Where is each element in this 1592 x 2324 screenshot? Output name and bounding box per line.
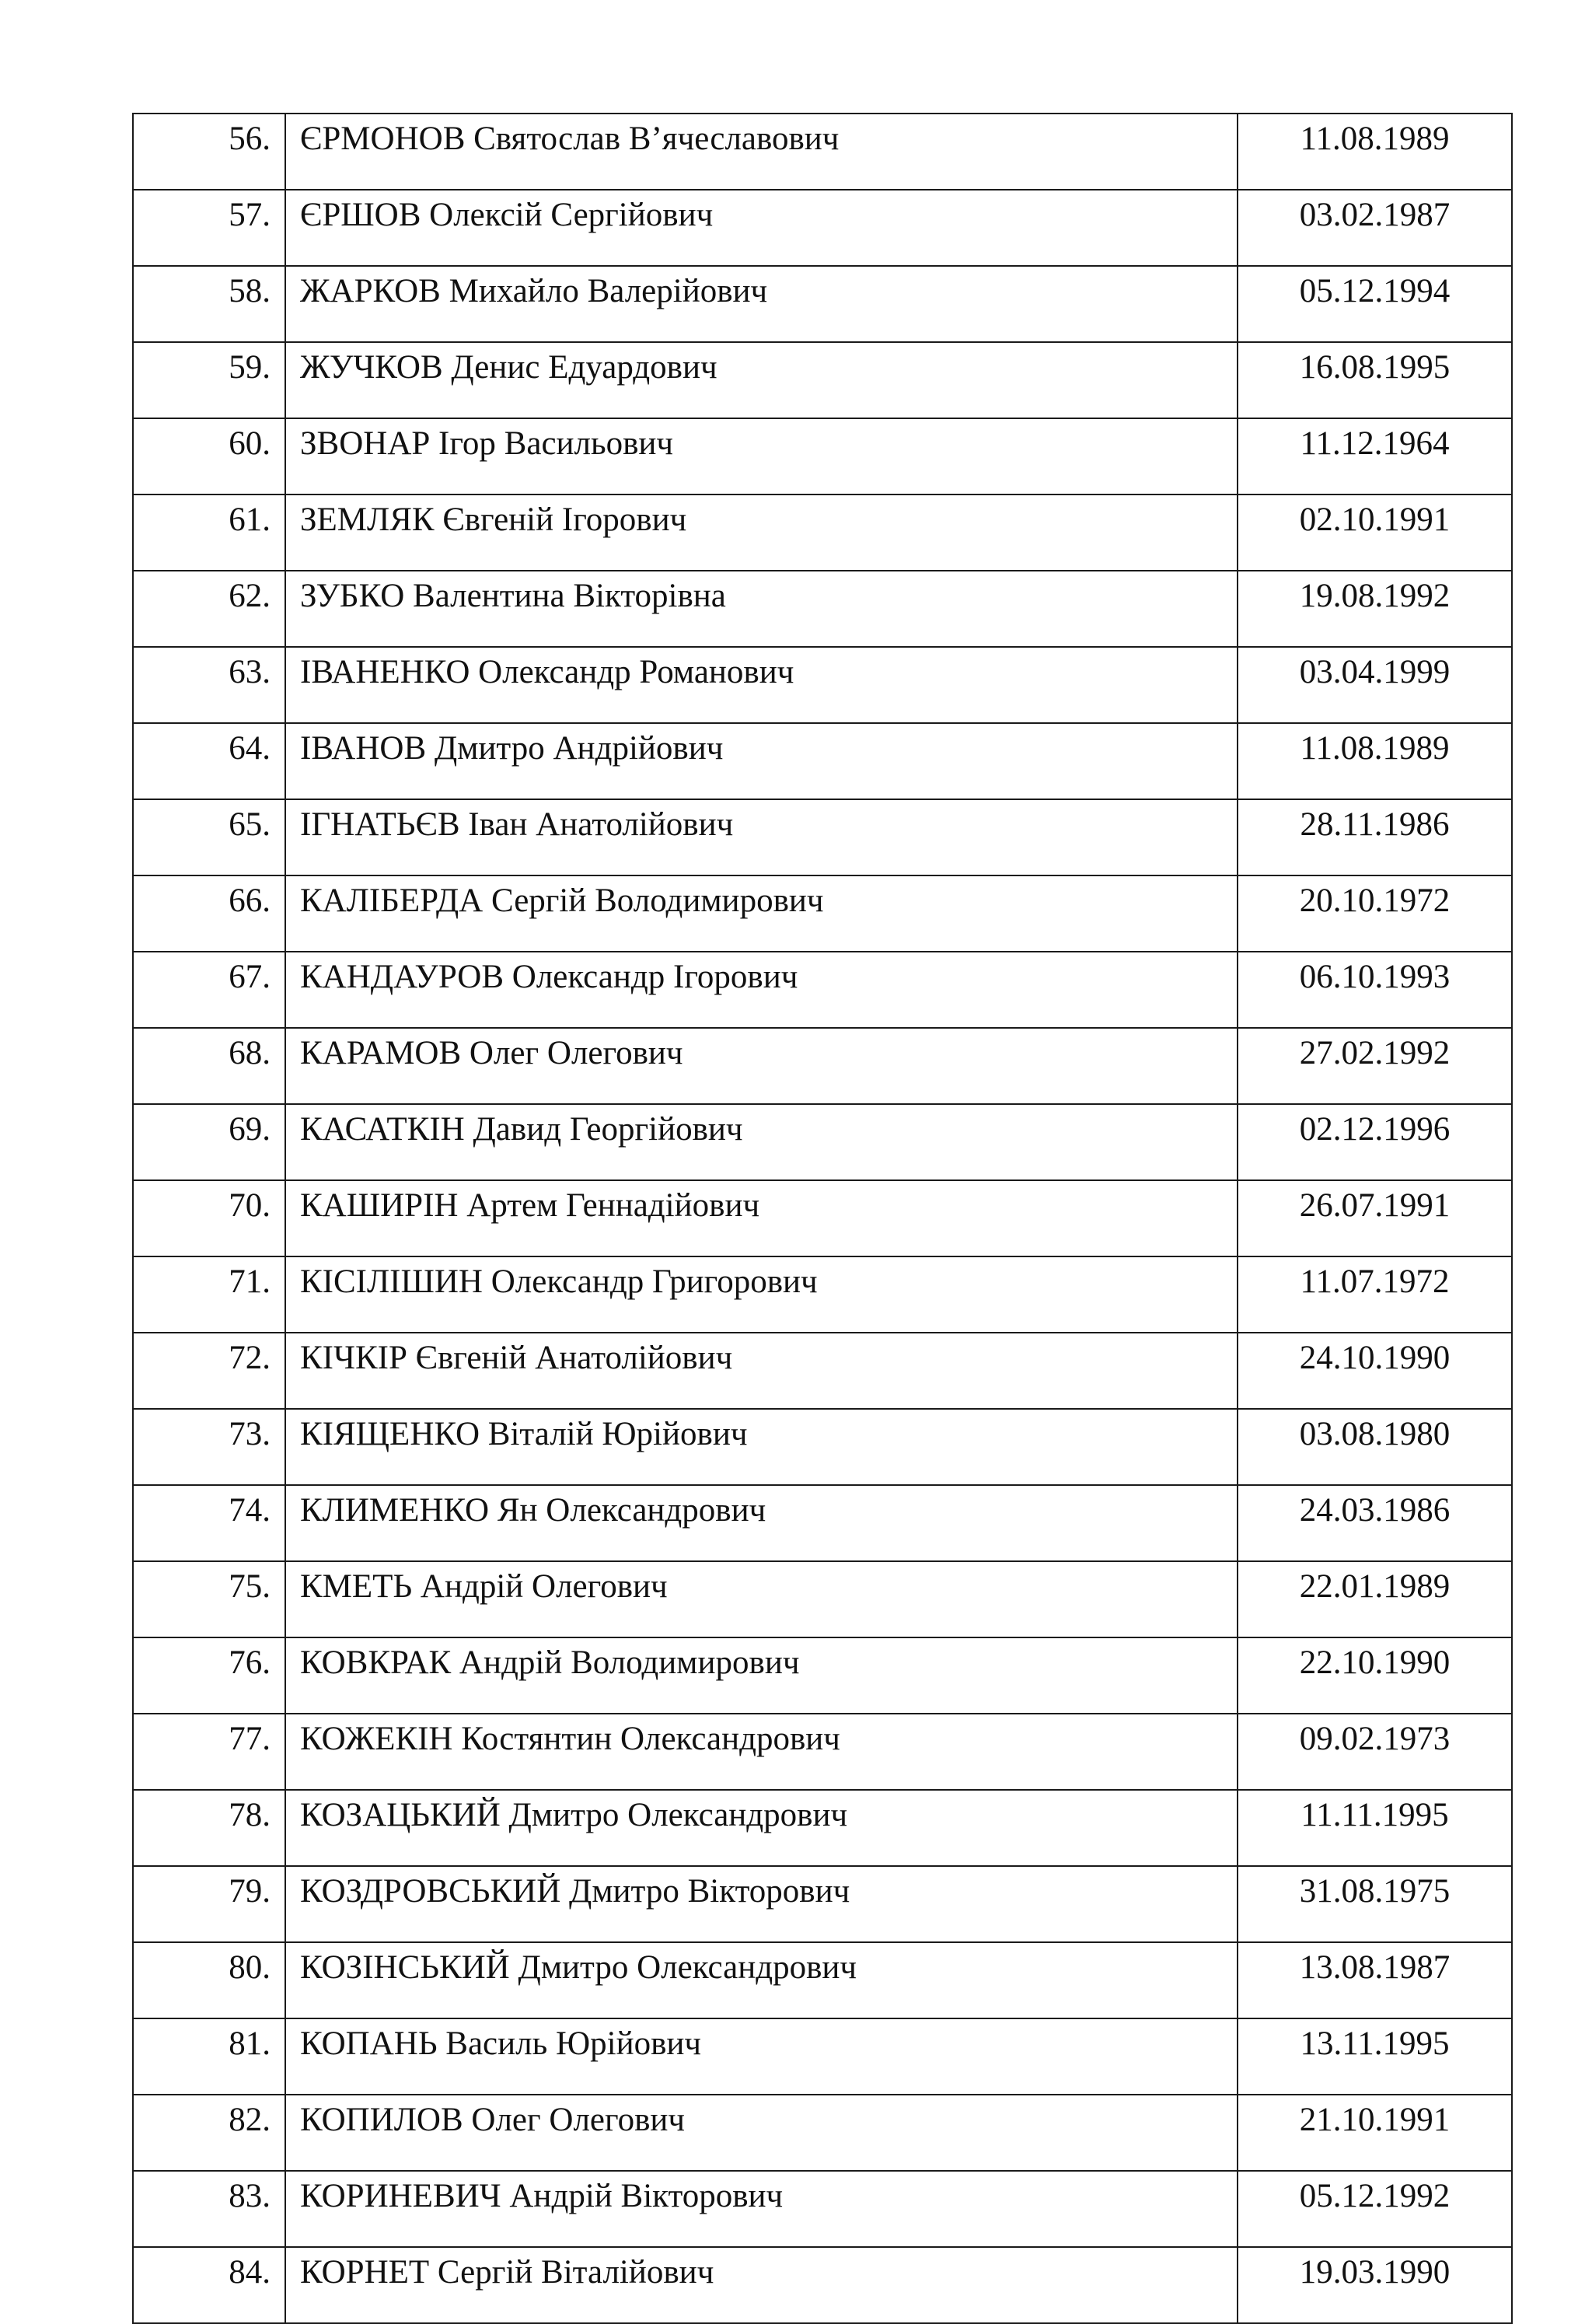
row-number: 67. [133,952,285,1028]
table-row [133,190,1512,266]
birth-date: 27.02.1992 [1238,1028,1512,1104]
person-name: КАНДАУРОВ Олександр Ігорович [285,952,1238,1028]
row-number: 63. [133,647,285,723]
row-number: 60. [133,418,285,495]
row-number: 62. [133,571,285,647]
row-number: 71. [133,1256,285,1333]
birth-date: 11.08.1989 [1238,723,1512,799]
birth-date: 16.08.1995 [1238,342,1512,418]
birth-date: 03.02.1987 [1238,190,1512,266]
table-row [133,2171,1512,2247]
person-name: КОЗІНСЬКИЙ Дмитро Олександрович [285,1942,1238,2018]
birth-date: 24.03.1986 [1238,1485,1512,1561]
birth-date: 06.10.1993 [1238,952,1512,1028]
table-row [133,1104,1512,1180]
row-number: 77. [133,1714,285,1790]
person-name: КОЖЕКІН Костянтин Олександрович [285,1714,1238,1790]
person-name: ЗВОНАР Ігор Васильович [285,418,1238,495]
person-name: КОЗАЦЬКИЙ Дмитро Олександрович [285,1790,1238,1866]
birth-date: 02.12.1996 [1238,1104,1512,1180]
row-number: 58. [133,266,285,342]
birth-date: 03.04.1999 [1238,647,1512,723]
person-name: КІСІЛІШИН Олександр Григорович [285,1256,1238,1333]
person-name: ЄРШОВ Олексій Сергійович [285,190,1238,266]
person-name: КАЛІБЕРДА Сергій Володимирович [285,875,1238,952]
birth-date: 24.10.1990 [1238,1333,1512,1409]
table-row [133,1866,1512,1942]
person-name: КАСАТКІН Давид Георгійович [285,1104,1238,1180]
birth-date: 22.10.1990 [1238,1637,1512,1714]
table-row [133,1180,1512,1256]
person-name: КІЧКІР Євгеній Анатолійович [285,1333,1238,1409]
row-number: 59. [133,342,285,418]
row-number: 66. [133,875,285,952]
row-number: 70. [133,1180,285,1256]
birth-date: 02.10.1991 [1238,495,1512,571]
table-row [133,1409,1512,1485]
person-name: КАШИРІН Артем Геннадійович [285,1180,1238,1256]
row-number: 83. [133,2171,285,2247]
person-name: КМЕТЬ Андрій Олегович [285,1561,1238,1637]
row-number: 68. [133,1028,285,1104]
table-row [133,875,1512,952]
table-row [133,723,1512,799]
birth-date: 13.11.1995 [1238,2018,1512,2095]
table-row [133,2247,1512,2323]
row-number: 61. [133,495,285,571]
table-row [133,495,1512,571]
table-row [133,2095,1512,2171]
table-row [133,1485,1512,1561]
table-row [133,1637,1512,1714]
table-row [133,1790,1512,1866]
birth-date: 22.01.1989 [1238,1561,1512,1637]
row-number: 72. [133,1333,285,1409]
row-number: 84. [133,2247,285,2323]
birth-date: 11.11.1995 [1238,1790,1512,1866]
person-name: ЗЕМЛЯК Євгеній Ігорович [285,495,1238,571]
table-row [133,1256,1512,1333]
table-row [133,2018,1512,2095]
person-name: КОПАНЬ Василь Юрійович [285,2018,1238,2095]
birth-date: 05.12.1994 [1238,266,1512,342]
birth-date: 11.08.1989 [1238,114,1512,190]
person-name: КЛИМЕНКО Ян Олександрович [285,1485,1238,1561]
person-name: ЖАРКОВ Михайло Валерійович [285,266,1238,342]
table-row [133,342,1512,418]
birth-date: 09.02.1973 [1238,1714,1512,1790]
birth-date: 31.08.1975 [1238,1866,1512,1942]
row-number: 65. [133,799,285,875]
birth-date: 19.03.1990 [1238,2247,1512,2323]
row-number: 69. [133,1104,285,1180]
row-number: 73. [133,1409,285,1485]
person-name: ЗУБКО Валентина Вікторівна [285,571,1238,647]
table-row [133,1333,1512,1409]
persons-table [132,113,1513,2324]
birth-date: 28.11.1986 [1238,799,1512,875]
row-number: 57. [133,190,285,266]
row-number: 64. [133,723,285,799]
birth-date: 05.12.1992 [1238,2171,1512,2247]
person-name: КАРАМОВ Олег Олегович [285,1028,1238,1104]
birth-date: 11.12.1964 [1238,418,1512,495]
row-number: 82. [133,2095,285,2171]
person-name: ІВАНОВ Дмитро Андрійович [285,723,1238,799]
row-number: 56. [133,114,285,190]
person-name: КОВКРАК Андрій Володимирович [285,1637,1238,1714]
person-name: ІГНАТЬЄВ Іван Анатолійович [285,799,1238,875]
birth-date: 03.08.1980 [1238,1409,1512,1485]
table-row [133,266,1512,342]
row-number: 75. [133,1561,285,1637]
birth-date: 26.07.1991 [1238,1180,1512,1256]
row-number: 81. [133,2018,285,2095]
table-row [133,418,1512,495]
birth-date: 13.08.1987 [1238,1942,1512,2018]
table-row [133,571,1512,647]
birth-date: 11.07.1972 [1238,1256,1512,1333]
table-row [133,1714,1512,1790]
row-number: 74. [133,1485,285,1561]
table-row [133,1028,1512,1104]
birth-date: 21.10.1991 [1238,2095,1512,2171]
person-name: ЖУЧКОВ Денис Едуардович [285,342,1238,418]
persons-table-body [133,114,1512,2323]
table-row [133,799,1512,875]
person-name: КОРНЕТ Сергій Віталійович [285,2247,1238,2323]
row-number: 80. [133,1942,285,2018]
person-name: ІВАНЕНКО Олександр Романович [285,647,1238,723]
row-number: 76. [133,1637,285,1714]
person-name: КОРИНЕВИЧ Андрій Вікторович [285,2171,1238,2247]
person-name: КОПИЛОВ Олег Олегович [285,2095,1238,2171]
table-row [133,1942,1512,2018]
person-name: ЄРМОНОВ Святослав В’ячеславович [285,114,1238,190]
table-row [133,1561,1512,1637]
row-number: 79. [133,1866,285,1942]
person-name: КОЗДРОВСЬКИЙ Дмитро Вікторович [285,1866,1238,1942]
table-row [133,114,1512,190]
birth-date: 19.08.1992 [1238,571,1512,647]
person-name: КІЯЩЕНКО Віталій Юрійович [285,1409,1238,1485]
table-row [133,952,1512,1028]
row-number: 78. [133,1790,285,1866]
table-row [133,647,1512,723]
birth-date: 20.10.1972 [1238,875,1512,952]
